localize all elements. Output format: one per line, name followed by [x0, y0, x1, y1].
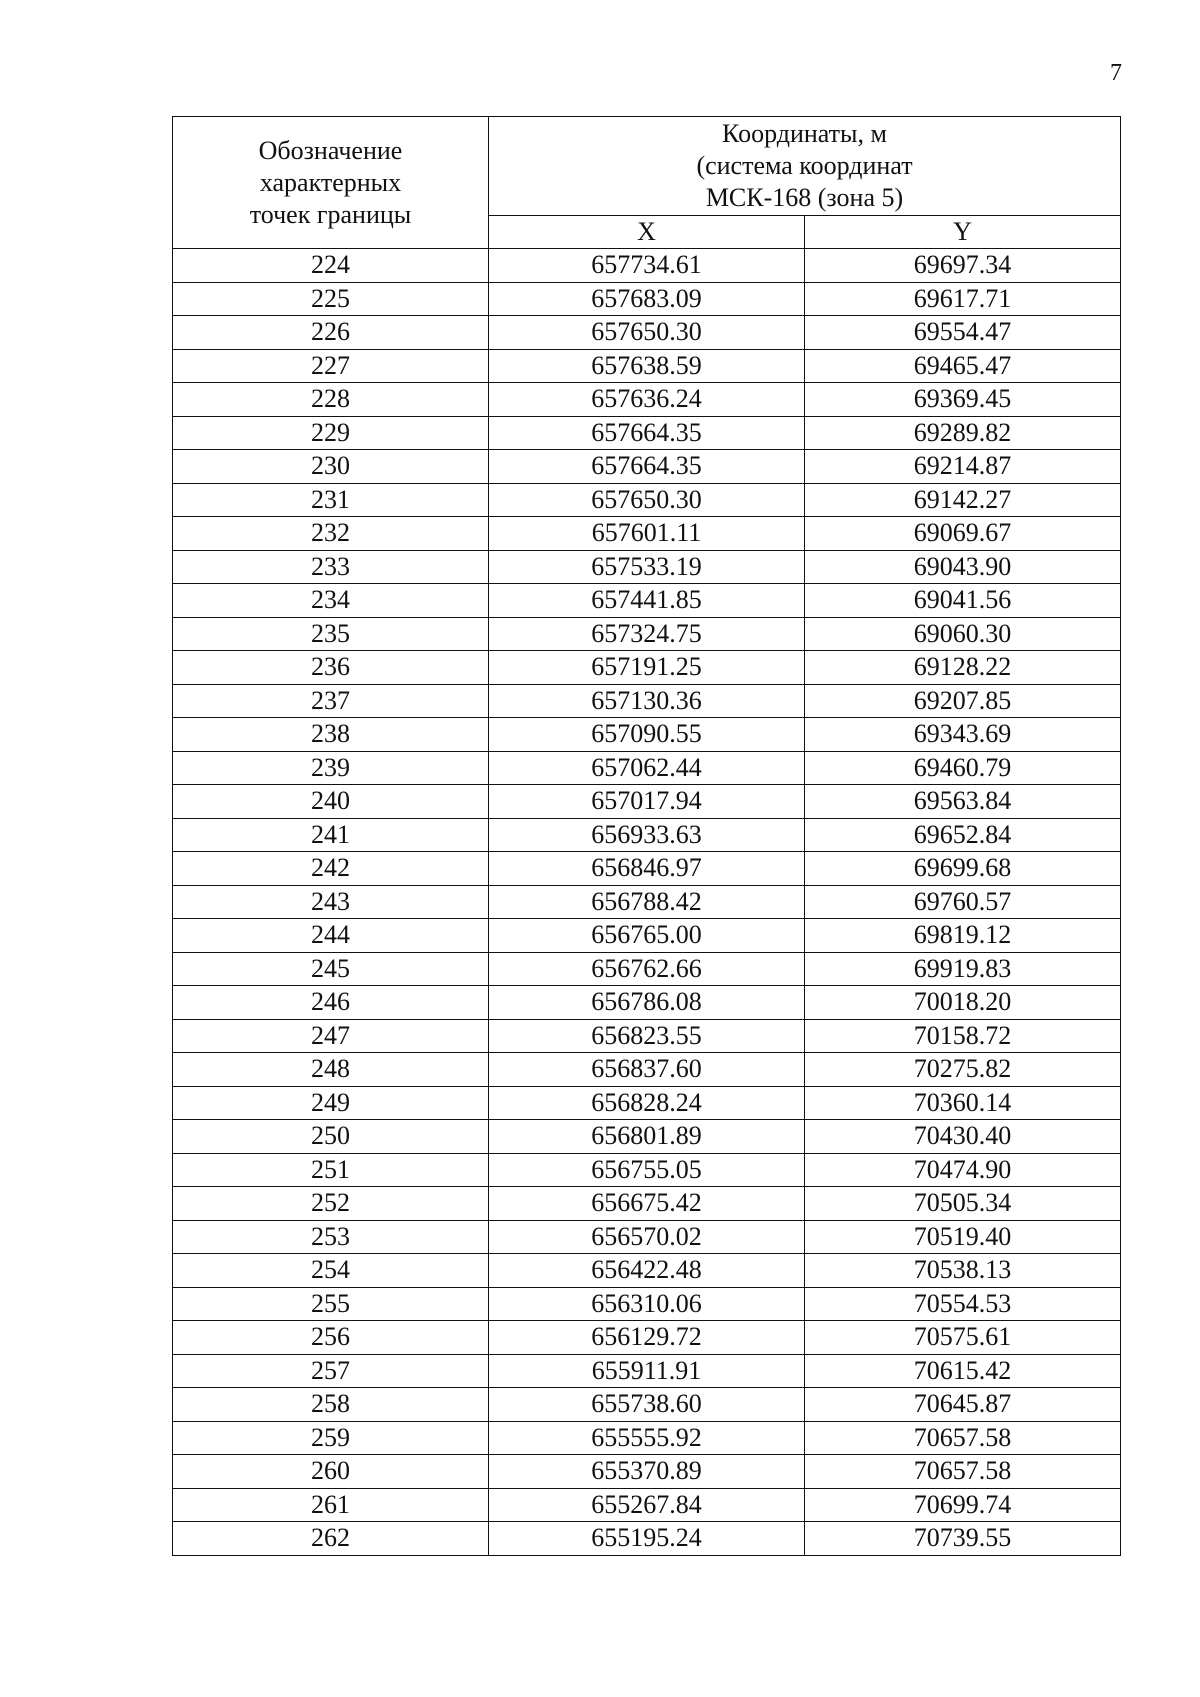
table-row — [173, 919, 1121, 953]
table-row — [173, 584, 1121, 618]
point-id-cell: 237 — [173, 684, 489, 718]
x-coordinate-cell: 656828.24 — [489, 1086, 805, 1120]
y-coordinate-cell: 69465.47 — [805, 349, 1121, 383]
x-coordinate-cell: 655738.60 — [489, 1388, 805, 1422]
x-coordinate-cell: 656786.08 — [489, 986, 805, 1020]
table-row — [173, 1354, 1121, 1388]
table-row — [173, 1321, 1121, 1355]
y-coordinate-cell: 70699.74 — [805, 1488, 1121, 1522]
table-row — [173, 785, 1121, 819]
point-id-cell: 251 — [173, 1153, 489, 1187]
point-id-cell: 239 — [173, 751, 489, 785]
y-coordinate-cell: 70505.34 — [805, 1187, 1121, 1221]
point-id-cell: 235 — [173, 617, 489, 651]
x-coordinate-cell: 656310.06 — [489, 1287, 805, 1321]
table-row — [173, 1153, 1121, 1187]
x-column-header: X — [489, 216, 805, 249]
point-id-cell: 243 — [173, 885, 489, 919]
x-coordinate-cell: 656675.42 — [489, 1187, 805, 1221]
y-coordinate-cell: 69652.84 — [805, 818, 1121, 852]
x-coordinate-cell: 657324.75 — [489, 617, 805, 651]
y-coordinate-cell: 69043.90 — [805, 550, 1121, 584]
y-coordinate-cell: 70519.40 — [805, 1220, 1121, 1254]
y-coordinate-cell: 69207.85 — [805, 684, 1121, 718]
page-number: 7 — [1110, 60, 1122, 86]
y-coordinate-cell: 70575.61 — [805, 1321, 1121, 1355]
x-coordinate-cell: 657664.35 — [489, 450, 805, 484]
y-coordinate-cell: 69369.45 — [805, 383, 1121, 417]
x-coordinate-cell: 657533.19 — [489, 550, 805, 584]
x-coordinate-cell: 657441.85 — [489, 584, 805, 618]
x-coordinate-cell: 656762.66 — [489, 952, 805, 986]
y-coordinate-cell: 70739.55 — [805, 1522, 1121, 1556]
table-row — [173, 1220, 1121, 1254]
point-id-cell: 254 — [173, 1254, 489, 1288]
x-coordinate-cell: 657650.30 — [489, 316, 805, 350]
table-row — [173, 617, 1121, 651]
y-coordinate-cell: 70538.13 — [805, 1254, 1121, 1288]
table-row — [173, 1053, 1121, 1087]
y-coordinate-cell: 69060.30 — [805, 617, 1121, 651]
x-coordinate-cell: 657090.55 — [489, 718, 805, 752]
coordinates-header — [489, 117, 1121, 216]
table-row — [173, 718, 1121, 752]
point-id-cell: 247 — [173, 1019, 489, 1053]
table-body — [173, 249, 1121, 1556]
y-coordinate-cell: 70657.58 — [805, 1421, 1121, 1455]
x-coordinate-cell: 656129.72 — [489, 1321, 805, 1355]
x-coordinate-cell: 657062.44 — [489, 751, 805, 785]
x-coordinate-cell: 656823.55 — [489, 1019, 805, 1053]
x-coordinate-cell: 655911.91 — [489, 1354, 805, 1388]
table-row — [173, 316, 1121, 350]
table-row — [173, 450, 1121, 484]
point-id-cell: 249 — [173, 1086, 489, 1120]
point-id-cell: 229 — [173, 416, 489, 450]
table-row — [173, 349, 1121, 383]
y-coordinate-cell: 70018.20 — [805, 986, 1121, 1020]
y-coordinate-cell: 69041.56 — [805, 584, 1121, 618]
table-row — [173, 1455, 1121, 1489]
point-id-cell: 248 — [173, 1053, 489, 1087]
x-coordinate-cell: 657734.61 — [489, 249, 805, 283]
y-coordinate-cell: 69699.68 — [805, 852, 1121, 886]
table-row — [173, 1254, 1121, 1288]
point-id-cell: 257 — [173, 1354, 489, 1388]
designation-header-line: Обозначение — [258, 135, 403, 165]
point-id-cell: 255 — [173, 1287, 489, 1321]
x-coordinate-cell: 656801.89 — [489, 1120, 805, 1154]
point-id-cell: 228 — [173, 383, 489, 417]
x-coordinate-cell: 656422.48 — [489, 1254, 805, 1288]
table-row — [173, 885, 1121, 919]
y-coordinate-cell: 70430.40 — [805, 1120, 1121, 1154]
y-coordinate-cell: 69069.67 — [805, 517, 1121, 551]
x-coordinate-cell: 657017.94 — [489, 785, 805, 819]
table-row — [173, 249, 1121, 283]
point-id-cell: 256 — [173, 1321, 489, 1355]
x-coordinate-cell: 655267.84 — [489, 1488, 805, 1522]
table-row — [173, 1120, 1121, 1154]
y-coordinate-cell: 70275.82 — [805, 1053, 1121, 1087]
coordinates-header-line: МСК-168 (зона 5) — [705, 183, 904, 212]
designation-header-line: точек границы — [249, 199, 412, 229]
y-coordinate-cell: 69142.27 — [805, 483, 1121, 517]
y-coordinate-cell: 69819.12 — [805, 919, 1121, 953]
table-row — [173, 818, 1121, 852]
point-id-cell: 233 — [173, 550, 489, 584]
y-coordinate-cell: 70554.53 — [805, 1287, 1121, 1321]
point-id-cell: 234 — [173, 584, 489, 618]
point-id-cell: 261 — [173, 1488, 489, 1522]
point-id-cell: 240 — [173, 785, 489, 819]
table-row — [173, 1388, 1121, 1422]
x-coordinate-cell: 655195.24 — [489, 1522, 805, 1556]
y-coordinate-cell: 69460.79 — [805, 751, 1121, 785]
point-id-cell: 252 — [173, 1187, 489, 1221]
point-id-cell: 238 — [173, 718, 489, 752]
y-coordinate-cell: 69554.47 — [805, 316, 1121, 350]
table-row — [173, 383, 1121, 417]
point-id-cell: 224 — [173, 249, 489, 283]
point-id-cell: 245 — [173, 952, 489, 986]
y-coordinate-cell: 69289.82 — [805, 416, 1121, 450]
designation-header — [173, 117, 489, 249]
table-row — [173, 282, 1121, 316]
x-coordinate-cell: 656755.05 — [489, 1153, 805, 1187]
table-row — [173, 852, 1121, 886]
x-coordinate-cell: 656788.42 — [489, 885, 805, 919]
point-id-cell: 259 — [173, 1421, 489, 1455]
x-coordinate-cell: 656837.60 — [489, 1053, 805, 1087]
table-row — [173, 550, 1121, 584]
y-coordinate-cell: 70657.58 — [805, 1455, 1121, 1489]
table-row — [173, 1287, 1121, 1321]
y-coordinate-cell: 69760.57 — [805, 885, 1121, 919]
table-row — [173, 1086, 1121, 1120]
table-row — [173, 684, 1121, 718]
table-row — [173, 986, 1121, 1020]
point-id-cell: 236 — [173, 651, 489, 685]
point-id-cell: 232 — [173, 517, 489, 551]
table-header — [173, 117, 1121, 249]
point-id-cell: 244 — [173, 919, 489, 953]
x-coordinate-cell: 656933.63 — [489, 818, 805, 852]
y-coordinate-cell: 70474.90 — [805, 1153, 1121, 1187]
point-id-cell: 260 — [173, 1455, 489, 1489]
y-coordinate-cell: 69563.84 — [805, 785, 1121, 819]
table-row — [173, 1019, 1121, 1053]
point-id-cell: 262 — [173, 1522, 489, 1556]
y-coordinate-cell: 69128.22 — [805, 651, 1121, 685]
x-coordinate-cell: 655370.89 — [489, 1455, 805, 1489]
x-coordinate-cell: 657664.35 — [489, 416, 805, 450]
x-coordinate-cell: 656570.02 — [489, 1220, 805, 1254]
point-id-cell: 253 — [173, 1220, 489, 1254]
point-id-cell: 246 — [173, 986, 489, 1020]
point-id-cell: 241 — [173, 818, 489, 852]
x-coordinate-cell: 657601.11 — [489, 517, 805, 551]
x-coordinate-cell: 657130.36 — [489, 684, 805, 718]
x-coordinate-cell: 657638.59 — [489, 349, 805, 383]
y-coordinate-cell: 69343.69 — [805, 718, 1121, 752]
x-coordinate-cell: 657191.25 — [489, 651, 805, 685]
table-row — [173, 1522, 1121, 1556]
y-coordinate-cell: 70158.72 — [805, 1019, 1121, 1053]
point-id-cell: 231 — [173, 483, 489, 517]
table-row — [173, 1421, 1121, 1455]
table-row — [173, 1488, 1121, 1522]
x-coordinate-cell: 655555.92 — [489, 1421, 805, 1455]
point-id-cell: 227 — [173, 349, 489, 383]
coordinates-header-line: Координаты, м — [722, 119, 887, 148]
point-id-cell: 250 — [173, 1120, 489, 1154]
table-row — [173, 651, 1121, 685]
coordinates-table — [172, 116, 1121, 1556]
table-row — [173, 1187, 1121, 1221]
table-row — [173, 416, 1121, 450]
y-coordinate-cell: 70360.14 — [805, 1086, 1121, 1120]
y-coordinate-cell: 69697.34 — [805, 249, 1121, 283]
x-coordinate-cell: 656846.97 — [489, 852, 805, 886]
designation-header-line: характерных — [259, 167, 402, 197]
table-row — [173, 517, 1121, 551]
x-coordinate-cell: 657650.30 — [489, 483, 805, 517]
y-coordinate-cell: 69919.83 — [805, 952, 1121, 986]
table-row — [173, 952, 1121, 986]
y-column-header: Y — [805, 216, 1121, 249]
y-coordinate-cell: 69617.71 — [805, 282, 1121, 316]
point-id-cell: 242 — [173, 852, 489, 886]
table-row — [173, 751, 1121, 785]
point-id-cell: 226 — [173, 316, 489, 350]
y-coordinate-cell: 70645.87 — [805, 1388, 1121, 1422]
table-row — [173, 483, 1121, 517]
coordinates-header-line: (система координат — [696, 151, 913, 180]
x-coordinate-cell: 657683.09 — [489, 282, 805, 316]
x-coordinate-cell: 656765.00 — [489, 919, 805, 953]
point-id-cell: 258 — [173, 1388, 489, 1422]
x-coordinate-cell: 657636.24 — [489, 383, 805, 417]
point-id-cell: 230 — [173, 450, 489, 484]
point-id-cell: 225 — [173, 282, 489, 316]
y-coordinate-cell: 69214.87 — [805, 450, 1121, 484]
y-coordinate-cell: 70615.42 — [805, 1354, 1121, 1388]
